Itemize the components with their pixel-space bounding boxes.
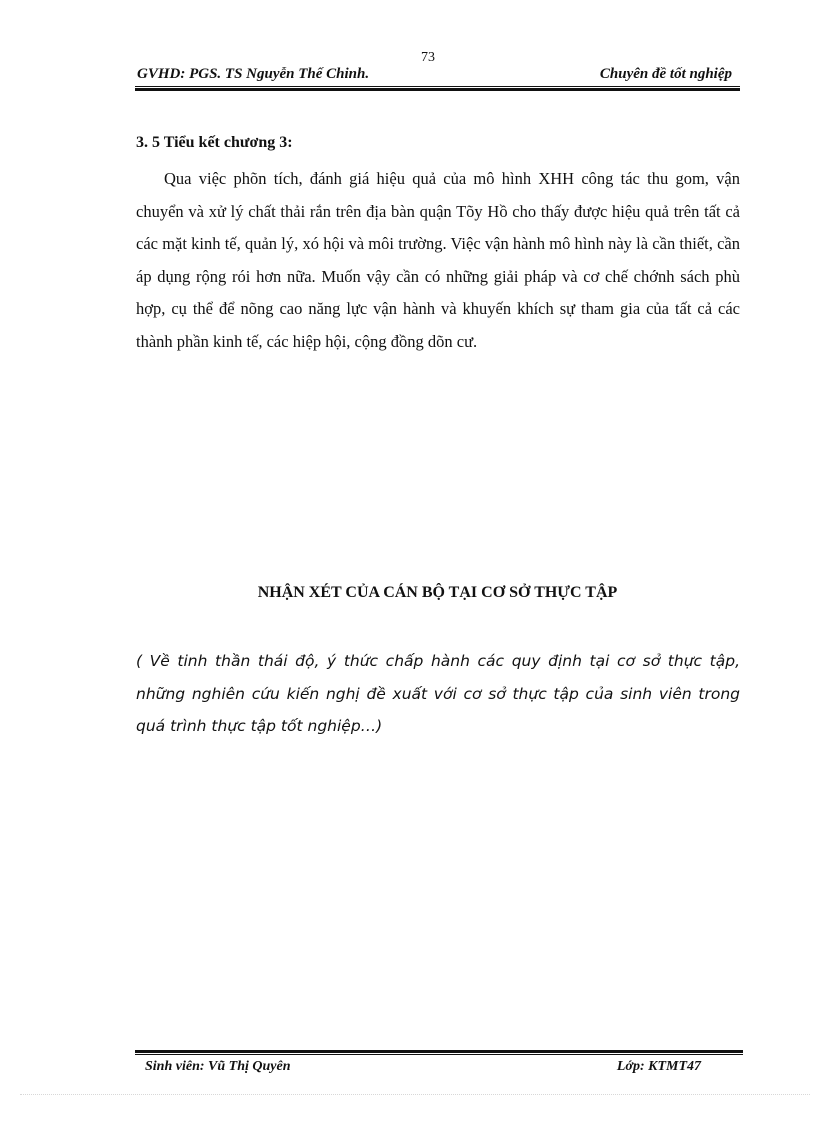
summary-paragraph: Qua việc phõn tích, đánh giá hiệu quả của mô hình XHH công tác thu gom, vận chuyển và xử lý chất thải rắn trên địa bàn quận Tõy Hồ cho thấy được hiệu quả trên tất cả các mặt kinh tế, quản lý, xó hội và môi trường. Việc vận hành mô hình này là cần thiết, cần áp dụng rộng rói hơn nữa. Muốn vậy cần có những giải pháp và cơ chế chớnh sách phù hợp, cụ thể để nõng cao năng lực vận hành và khuyến khích sự tham gia của tất cả các thành phần kinh tế, các hiệp hội, cộng đồng dõn cư. — [136, 169, 740, 351]
review-title: NHẬN XÉT CỦA CÁN BỘ TẠI CƠ SỞ THỰC TẬP — [257, 584, 618, 601]
page-number: 73 — [421, 50, 435, 65]
page-edge-line — [20, 1094, 810, 1095]
footer-divider — [135, 1050, 743, 1055]
section-heading: 3. 5 Tiểu kết chương 3: — [136, 134, 293, 151]
section-body — [136, 163, 740, 358]
footer-class: Lớp: KTMT47 — [616, 1059, 701, 1074]
header-divider — [135, 86, 740, 91]
page-header — [135, 66, 740, 86]
page-footer — [135, 1059, 743, 1079]
header-advisor: GVHD: PGS. TS Nguyễn Thế Chinh. — [137, 66, 370, 82]
review-instructions: ( Về tinh thần thái độ, ý thức chấp hành các quy định tại cơ sở thực tập, những nghiên cứu kiến nghị đề xuất với cơ sở thực tập của sinh viên trong quá trình thực tập tốt nghiệp…) — [136, 652, 740, 735]
footer-student: Sinh viên: Vũ Thị Quyên — [145, 1059, 291, 1074]
header-document-type: Chuyên đề tốt nghiệp — [599, 66, 732, 82]
